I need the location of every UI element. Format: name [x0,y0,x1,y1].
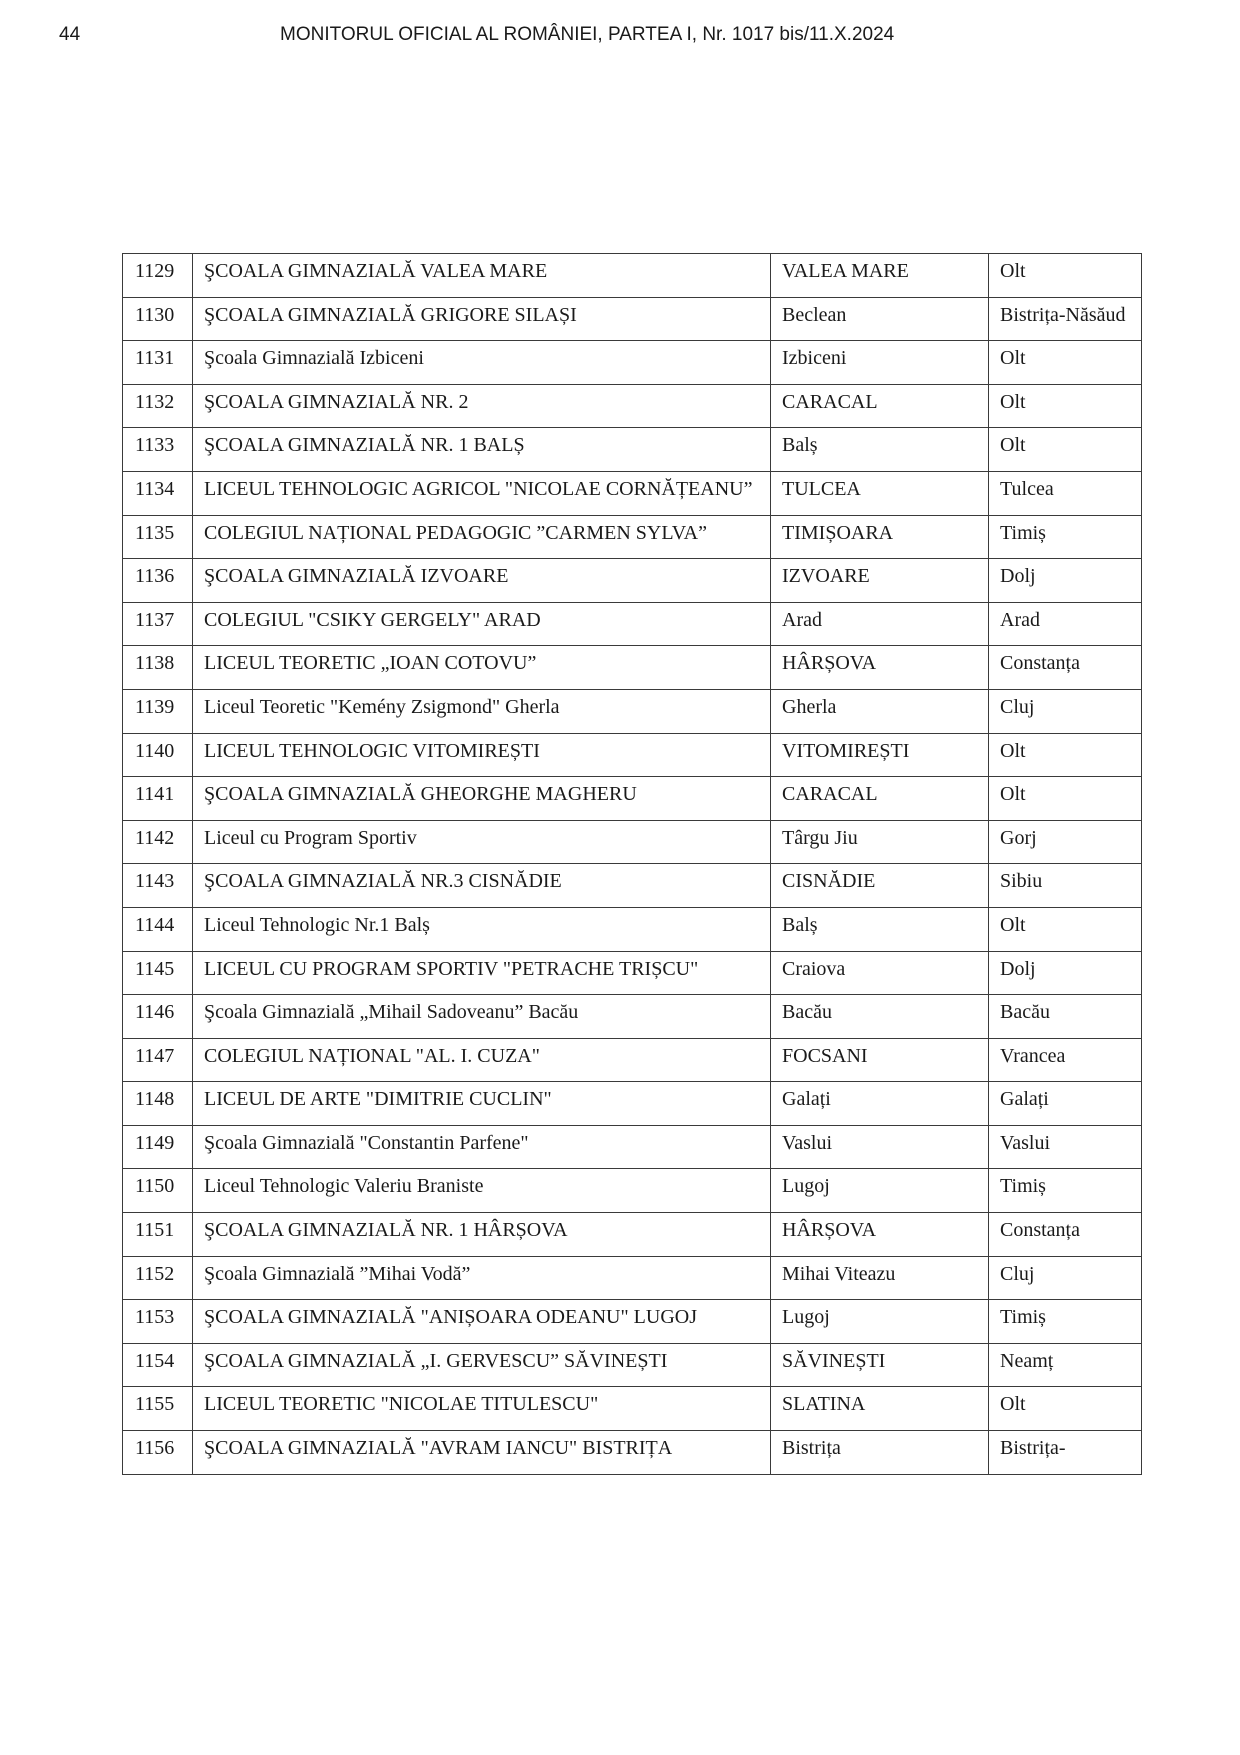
row-number-cell [123,1256,193,1300]
school-name-cell [193,1038,771,1082]
page-number: 44 [59,24,81,45]
row-number: 1131 [135,347,175,370]
locality: TULCEA [782,477,861,500]
school-name-cell [193,384,771,428]
school-name-cell [193,254,771,298]
school-name: COLEGIUL NAȚIONAL "AL. I. CUZA" [204,1044,540,1067]
county: Constanța [1000,652,1080,675]
locality: CISNĂDIE [782,870,876,893]
row-number: 1152 [135,1262,175,1285]
locality: Arad [782,608,822,631]
county-cell [989,341,1142,385]
locality: VALEA MARE [782,260,909,282]
row-number-cell [123,384,193,428]
locality-cell [771,995,989,1039]
table-row [123,689,1142,733]
row-number: 1136 [135,565,175,588]
locality: Craiova [782,957,846,980]
locality-cell [771,1169,989,1213]
county-cell [989,1038,1142,1082]
county: Olt [1000,434,1026,457]
school-name: Liceul Tehnologic Valeriu Braniste [204,1175,484,1198]
school-name: Şcoala Gimnazială Izbiceni [204,347,424,370]
school-name: ŞCOALA GIMNAZIALĂ NR. 2 [204,390,469,413]
county: Olt [1000,1393,1026,1416]
locality: TIMIȘOARA [782,521,894,544]
county-cell [989,1213,1142,1257]
locality: Bistrița [782,1437,841,1460]
row-number: 1154 [135,1349,175,1372]
county-cell [989,1387,1142,1431]
locality-cell [771,646,989,690]
school-name-cell [193,864,771,908]
county-cell [989,515,1142,559]
row-number: 1156 [135,1437,175,1460]
row-number: 1148 [135,1088,175,1111]
school-name-cell [193,1431,771,1475]
county: Cluj [1000,1262,1035,1285]
county: Neamț [1000,1349,1054,1372]
row-number-cell [123,297,193,341]
school-name: LICEUL CU PROGRAM SPORTIV "PETRACHE TRIȘCU" [204,957,699,980]
table-row [123,1256,1142,1300]
locality-cell [771,1213,989,1257]
row-number-cell [123,951,193,995]
row-number-cell [123,1169,193,1213]
locality: Târgu Jiu [782,826,858,849]
locality-cell [771,471,989,515]
county: Olt [1000,913,1026,936]
county-cell [989,254,1142,298]
locality-cell [771,820,989,864]
locality: SĂVINEȘTI [782,1349,886,1372]
school-name-cell [193,428,771,472]
county-cell [989,777,1142,821]
row-number-cell [123,1038,193,1082]
school-name: LICEUL TEHNOLOGIC VITOMIREȘTI [204,739,540,762]
county: Olt [1000,783,1026,806]
page-header [0,24,1240,48]
publication-title: MONITORUL OFICIAL AL ROMÂNIEI, PARTEA I, Nr. 1017 bis/11.X.2024 [280,24,895,45]
locality: CARACAL [782,783,878,806]
school-name: Liceul Tehnologic Nr.1 Balș [204,913,430,936]
row-number: 1149 [135,1131,175,1154]
school-name: LICEUL TEORETIC „IOAN COTOVU” [204,652,537,675]
row-number-cell [123,1213,193,1257]
school-name: ŞCOALA GIMNAZIALĂ GRIGORE SILAȘI [204,303,577,326]
county-cell [989,689,1142,733]
locality: SLATINA [782,1393,866,1416]
table-row [123,733,1142,777]
row-number-cell [123,1343,193,1387]
county: Cluj [1000,695,1035,718]
locality: Balș [782,434,818,457]
county: Olt [1000,739,1026,762]
row-number: 1153 [135,1306,175,1329]
county-cell [989,820,1142,864]
row-number-cell [123,471,193,515]
locality: Lugoj [782,1306,830,1329]
row-number-cell [123,515,193,559]
locality: Izbiceni [782,347,847,370]
locality: Beclean [782,303,847,326]
school-name: Liceul Teoretic "Kemény Zsigmond" Gherla [204,695,560,718]
row-number-cell [123,820,193,864]
school-name-cell [193,515,771,559]
locality-cell [771,864,989,908]
table-row [123,820,1142,864]
locality-cell [771,1387,989,1431]
school-name: COLEGIUL "CSIKY GERGELY" ARAD [204,608,541,631]
row-number-cell [123,254,193,298]
county-cell [989,1300,1142,1344]
county: Timiș [1000,1175,1046,1198]
locality-cell [771,384,989,428]
county-cell [989,1343,1142,1387]
school-name: ŞCOALA GIMNAZIALĂ IZVOARE [204,565,509,588]
locality: CARACAL [782,390,878,413]
table-row [123,254,1142,298]
county: Olt [1000,390,1026,413]
school-name: ŞCOALA GIMNAZIALĂ VALEA MARE [204,260,548,282]
locality: VITOMIREȘTI [782,739,910,762]
county: Dolj [1000,565,1036,588]
school-name-cell [193,1169,771,1213]
row-number-cell [123,777,193,821]
county: Timiș [1000,521,1046,544]
county: Timiș [1000,1306,1046,1329]
table-row [123,1082,1142,1126]
locality: IZVOARE [782,565,870,588]
table-row [123,297,1142,341]
county-cell [989,1431,1142,1475]
locality-cell [771,602,989,646]
county-cell [989,1169,1142,1213]
county-cell [989,646,1142,690]
row-number-cell [123,646,193,690]
school-name-cell [193,297,771,341]
row-number: 1129 [135,260,175,282]
school-name-cell [193,777,771,821]
county-cell [989,297,1142,341]
table-row [123,602,1142,646]
row-number: 1142 [135,826,175,849]
county: Tulcea [1000,477,1054,500]
county: Vrancea [1000,1044,1066,1067]
county-cell [989,907,1142,951]
table-row [123,646,1142,690]
county: Bistrița- [1000,1437,1066,1460]
locality-cell [771,1125,989,1169]
row-number-cell [123,559,193,603]
schools-table-body [123,254,1142,1475]
county: Sibiu [1000,870,1043,893]
row-number: 1133 [135,434,175,457]
row-number-cell [123,1431,193,1475]
county-cell [989,1256,1142,1300]
locality-cell [771,907,989,951]
locality: Mihai Viteazu [782,1262,896,1285]
school-name: Şcoala Gimnazială "Constantin Parfene" [204,1131,529,1154]
school-name-cell [193,646,771,690]
school-name-cell [193,1213,771,1257]
row-number: 1143 [135,870,175,893]
table-row [123,995,1142,1039]
table-row [123,515,1142,559]
county: Galați [1000,1088,1049,1111]
row-number: 1141 [135,783,175,806]
row-number-cell [123,428,193,472]
school-name-cell [193,1343,771,1387]
row-number: 1132 [135,390,175,413]
locality-cell [771,559,989,603]
locality-cell [771,515,989,559]
row-number-cell [123,1300,193,1344]
table-row [123,864,1142,908]
school-name: ŞCOALA GIMNAZIALĂ NR. 1 HÂRȘOVA [204,1219,568,1242]
row-number-cell [123,1125,193,1169]
locality-cell [771,1300,989,1344]
school-name: ŞCOALA GIMNAZIALĂ GHEORGHE MAGHERU [204,783,637,806]
school-name-cell [193,559,771,603]
locality: Galați [782,1088,831,1111]
row-number: 1147 [135,1044,175,1067]
locality-cell [771,777,989,821]
school-name-cell [193,1125,771,1169]
county-cell [989,428,1142,472]
school-name: LICEUL DE ARTE "DIMITRIE CUCLIN" [204,1088,552,1111]
school-name: Şcoala Gimnazială „Mihail Sadoveanu” Bacău [204,1001,579,1024]
locality: Bacău [782,1001,832,1024]
locality-cell [771,1343,989,1387]
locality: Balș [782,913,818,936]
row-number: 1150 [135,1175,175,1198]
school-name: Liceul cu Program Sportiv [204,826,417,849]
school-name: COLEGIUL NAȚIONAL PEDAGOGIC ”CARMEN SYLVA” [204,521,707,544]
county-cell [989,733,1142,777]
school-name: ŞCOALA GIMNAZIALĂ "ANIȘOARA ODEANU" LUGOJ [204,1306,697,1329]
row-number-cell [123,689,193,733]
row-number: 1135 [135,521,175,544]
county-cell [989,951,1142,995]
row-number: 1145 [135,957,175,980]
table-row [123,1300,1142,1344]
county-cell [989,1082,1142,1126]
locality: FOCSANI [782,1044,868,1067]
row-number: 1144 [135,913,175,936]
county-cell [989,995,1142,1039]
locality-cell [771,341,989,385]
school-name-cell [193,820,771,864]
locality: Lugoj [782,1175,830,1198]
row-number-cell [123,1082,193,1126]
school-name: ŞCOALA GIMNAZIALĂ "AVRAM IANCU" BISTRIȚA [204,1437,673,1460]
table-row [123,907,1142,951]
school-name-cell [193,995,771,1039]
table-row [123,1125,1142,1169]
county: Olt [1000,260,1026,282]
county: Gorj [1000,826,1037,849]
county: Bacău [1000,1001,1050,1024]
table-row [123,471,1142,515]
school-name-cell [193,1300,771,1344]
locality-cell [771,1256,989,1300]
school-name-cell [193,1387,771,1431]
school-name: LICEUL TEHNOLOGIC AGRICOL "NICOLAE CORNĂȚEANU” [204,477,753,500]
row-number-cell [123,341,193,385]
locality-cell [771,1431,989,1475]
row-number-cell [123,733,193,777]
row-number-cell [123,864,193,908]
row-number: 1138 [135,652,175,675]
table-row [123,384,1142,428]
school-name: ŞCOALA GIMNAZIALĂ NR. 1 BALȘ [204,434,525,457]
county-cell [989,384,1142,428]
row-number: 1140 [135,739,175,762]
school-name-cell [193,907,771,951]
table-row [123,428,1142,472]
county-cell [989,1125,1142,1169]
school-name-cell [193,341,771,385]
locality-cell [771,254,989,298]
locality-cell [771,428,989,472]
row-number: 1151 [135,1219,175,1242]
school-name: ŞCOALA GIMNAZIALĂ NR.3 CISNĂDIE [204,870,562,893]
row-number-cell [123,602,193,646]
table-row [123,1169,1142,1213]
locality: Vaslui [782,1131,832,1154]
table-row [123,1038,1142,1082]
school-name: LICEUL TEORETIC "NICOLAE TITULESCU" [204,1393,599,1416]
table-row [123,951,1142,995]
row-number: 1130 [135,303,175,326]
locality-cell [771,1038,989,1082]
locality: HÂRȘOVA [782,652,877,675]
table-row [123,1387,1142,1431]
row-number: 1137 [135,608,175,631]
table-row [123,1213,1142,1257]
table-row [123,559,1142,603]
school-name-cell [193,471,771,515]
table-row [123,341,1142,385]
locality-cell [771,951,989,995]
table-row [123,777,1142,821]
row-number: 1134 [135,477,175,500]
school-name: ŞCOALA GIMNAZIALĂ „I. GERVESCU” SĂVINEȘTI [204,1349,668,1372]
row-number: 1146 [135,1001,175,1024]
school-name-cell [193,1256,771,1300]
locality-cell [771,1082,989,1126]
locality-cell [771,689,989,733]
county: Constanța [1000,1219,1080,1242]
county: Arad [1000,608,1040,631]
school-name: Şcoala Gimnazială ”Mihai Vodă” [204,1262,471,1285]
locality: HÂRȘOVA [782,1219,877,1242]
row-number-cell [123,907,193,951]
county-cell [989,864,1142,908]
county: Vaslui [1000,1131,1050,1154]
county: Olt [1000,347,1026,370]
county-cell [989,559,1142,603]
row-number-cell [123,995,193,1039]
school-name-cell [193,689,771,733]
county: Bistrița-Năsăud [1000,303,1126,326]
row-number-cell [123,1387,193,1431]
row-number: 1155 [135,1393,175,1416]
schools-table [122,253,1142,1475]
school-name-cell [193,1082,771,1126]
school-name-cell [193,733,771,777]
row-number: 1139 [135,695,175,718]
county-cell [989,602,1142,646]
locality-cell [771,297,989,341]
county-cell [989,471,1142,515]
locality: Gherla [782,695,837,718]
locality-cell [771,733,989,777]
school-name-cell [193,602,771,646]
county: Dolj [1000,957,1036,980]
table-row [123,1431,1142,1475]
school-name-cell [193,951,771,995]
table-row [123,1343,1142,1387]
